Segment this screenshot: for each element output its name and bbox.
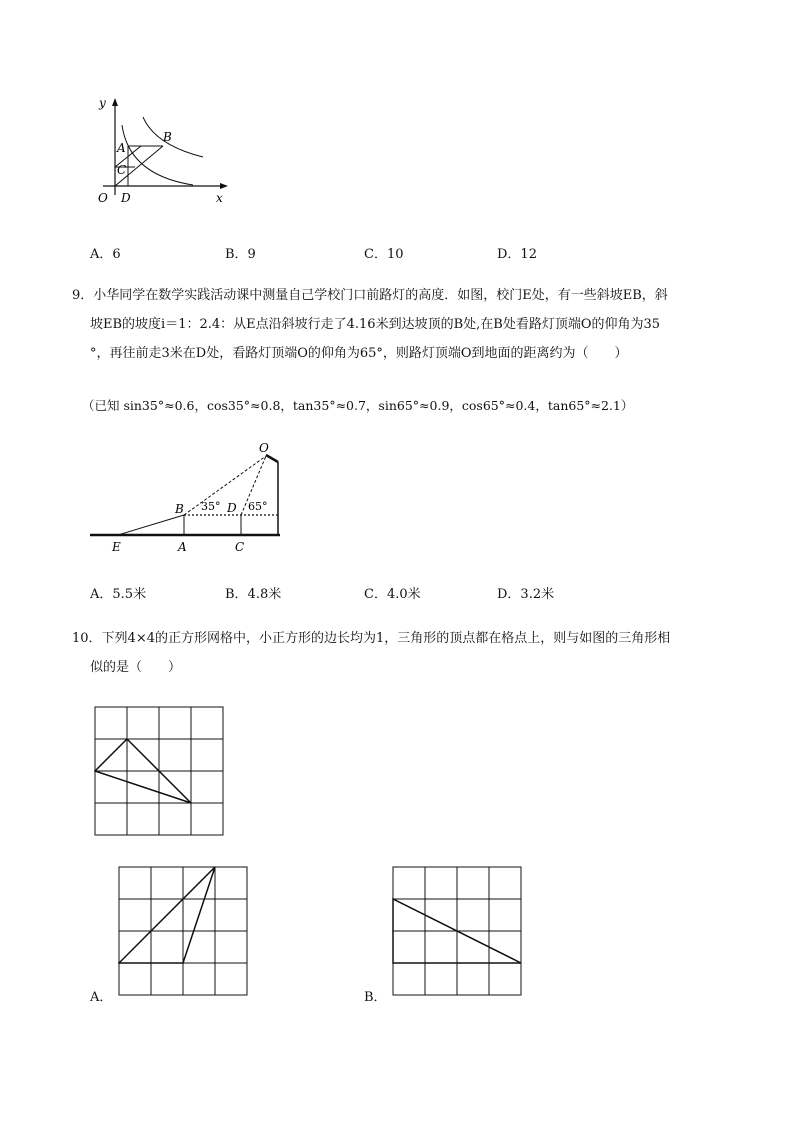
q8-coordinate-figure xyxy=(85,95,235,210)
q8-option-c: C．10 xyxy=(364,247,404,262)
q10-line-2: 似的是（ ） xyxy=(90,660,182,675)
label-A: A xyxy=(178,540,187,554)
q8-option-d: D．12 xyxy=(497,247,537,262)
label-angle-65: 65° xyxy=(248,500,268,513)
label-C: C xyxy=(117,163,127,177)
q10-line-1: 10．下列4×4的正方形网格中，小正方形的边长均为1，三角形的顶点都在格点上，则与如图的三角形相 xyxy=(72,631,671,646)
q10-option-b-label: B． xyxy=(364,990,387,1005)
label-D: D xyxy=(121,191,131,205)
q10-option-a-grid xyxy=(118,866,248,996)
label-B: B xyxy=(175,502,184,516)
slope-EB xyxy=(118,515,184,535)
q10-reference-grid xyxy=(94,706,224,836)
q8-option-a: A．6 xyxy=(90,247,121,262)
q9-line-2: 坡EB的坡度i＝1：2.4：从E点沿斜坡行走了4.16米到达坡顶的B处,在B处看路灯顶端O的仰角为35 xyxy=(90,317,661,332)
q9-option-c: C．4.0米 xyxy=(364,587,421,602)
label-E: E xyxy=(112,540,121,554)
label-O: O xyxy=(259,441,269,455)
y-axis-arrow xyxy=(112,98,118,106)
q9-line-3: °，再往前走3米在D处，看路灯顶端O的仰角为65°，则路灯顶端O到地面的距离约为（ ） xyxy=(90,346,628,361)
q10-stem xyxy=(72,624,772,682)
label-A: A xyxy=(117,141,126,155)
label-angle-35: 35° xyxy=(201,500,221,513)
label-D: D xyxy=(227,501,237,515)
outer-hyperbola xyxy=(143,117,203,157)
q9-option-b: B．4.8米 xyxy=(225,587,282,602)
q9-line-1: 9．小华同学在数学实践活动课中测量自己学校门口前路灯的高度．如图，校门E处，有一些斜坡EB，斜 xyxy=(72,288,668,303)
lamp-arm xyxy=(266,455,278,462)
q9-trig-note: （已知 sin35°≈0.6，cos35°≈0.8，tan35°≈0.7，sin65°≈0.9，cos65°≈0.4，tan65°≈2.1） xyxy=(82,398,634,413)
option-a-triangle xyxy=(119,867,215,963)
q10-option-b-grid xyxy=(392,866,522,996)
q9-option-a: A．5.5米 xyxy=(90,587,147,602)
label-y: y xyxy=(99,96,106,110)
q9-stem xyxy=(72,281,772,368)
label-x: x xyxy=(216,191,223,205)
label-C: C xyxy=(235,540,245,554)
q9-option-d: D．3.2米 xyxy=(497,587,555,602)
q10-option-a-label: A． xyxy=(90,990,113,1005)
x-axis-arrow xyxy=(220,183,228,189)
label-B: B xyxy=(163,130,172,144)
inner-hyperbola xyxy=(122,125,193,185)
label-O: O xyxy=(98,191,108,205)
q8-option-b: B．9 xyxy=(225,247,256,262)
q9-streetlamp-figure xyxy=(88,438,288,556)
